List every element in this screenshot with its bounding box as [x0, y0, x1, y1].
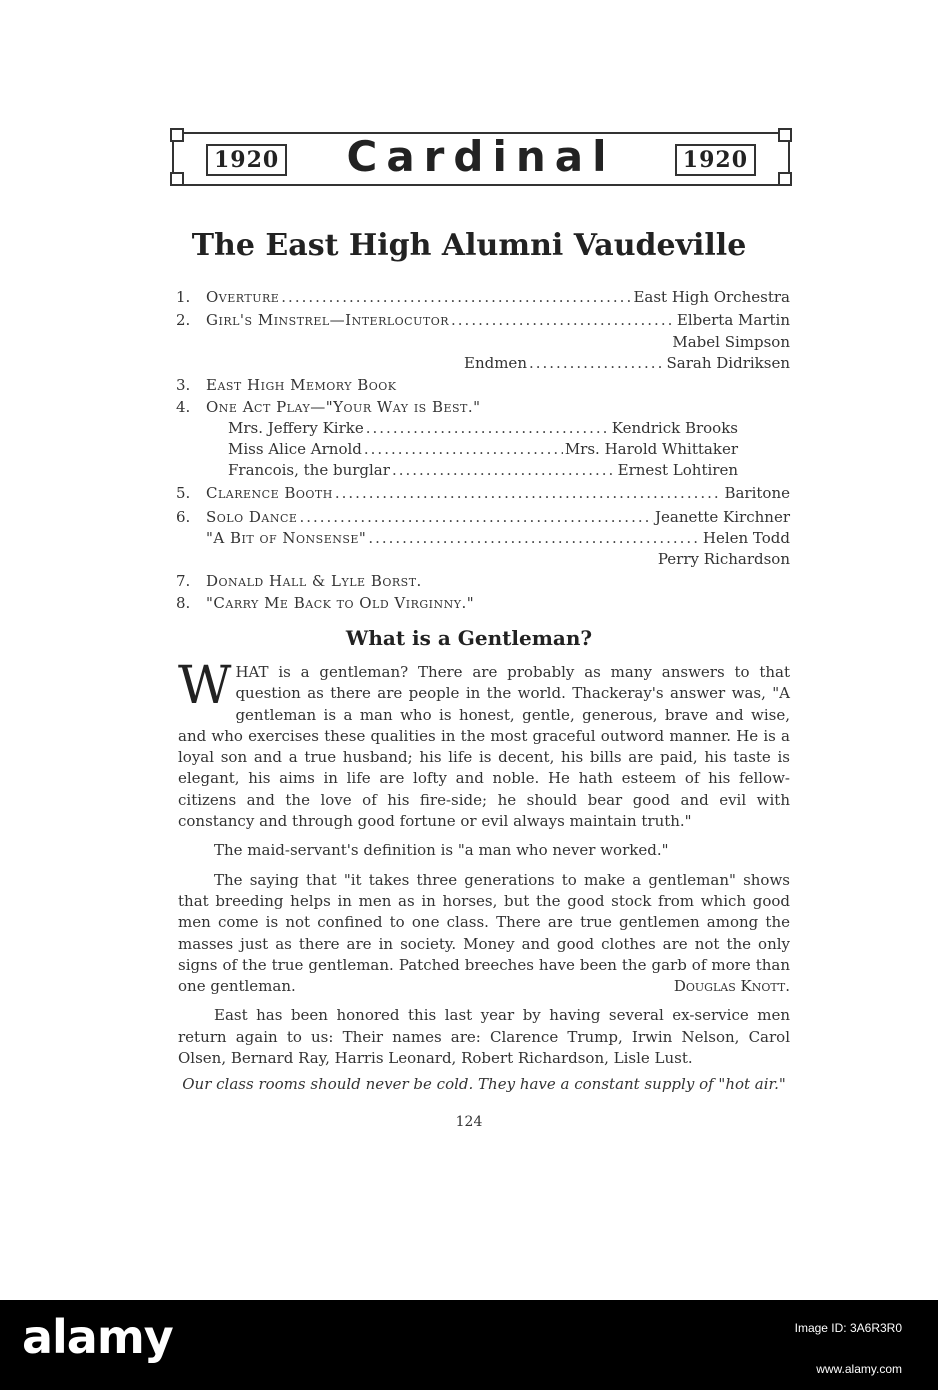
cast-row — [176, 459, 790, 481]
paragraph-text: The saying that "it takes three generations to make a gentleman" shows that breeding helps in men as in horses, but the good stock from which good men come is not confined to one class. There are true gentlemen among the masses just as there are in society. Money and good clothes are not the only signs of the true gentleman. Patched breeches have been the garb of more than one gentleman. — [178, 870, 790, 996]
year-left: 1920 — [206, 144, 287, 176]
leader-dots — [366, 417, 610, 439]
leader-dots — [281, 286, 631, 308]
image-id: Image ID: 3A6R3R0 — [794, 1321, 902, 1335]
essay-body — [178, 656, 790, 1069]
program-item — [176, 309, 790, 331]
item-performer: Perry Richardson — [657, 550, 790, 568]
item-number: 1. — [176, 288, 191, 306]
page-number: 124 — [455, 1114, 483, 1130]
item-label: Girl's Minstrel—Interlocutor — [206, 311, 450, 329]
item-label: Overture — [206, 288, 280, 306]
leader-dots — [368, 527, 701, 549]
item-number: 7. — [176, 572, 191, 590]
drop-cap: W — [178, 656, 232, 716]
program-item — [176, 592, 790, 614]
alamy-logo: alamy — [22, 1310, 173, 1364]
cast-actor: Ernest Lohtiren — [617, 461, 738, 479]
essay-title: What is a Gentleman? — [345, 626, 593, 650]
item-performer: Mabel Simpson — [672, 333, 790, 351]
cast-role: Miss Alice Arnold — [228, 440, 362, 458]
essay-paragraph — [178, 656, 790, 832]
cast-role: Francois, the burglar — [228, 461, 390, 479]
item-number: 5. — [176, 484, 191, 502]
item-performer: East High Orchestra — [633, 288, 790, 306]
item-number: 6. — [176, 508, 191, 526]
item-number: 3. — [176, 376, 191, 394]
program-subitem — [176, 352, 790, 374]
cast-role: Mrs. Jeffery Kirke — [228, 419, 364, 437]
leader-dots — [529, 352, 665, 374]
corner-ornament-icon — [170, 172, 184, 186]
item-label: "Carry Me Back to Old Virginny." — [206, 594, 475, 612]
item-label: East High Memory Book — [206, 376, 397, 394]
page-title: The East High Alumni Vaudeville — [191, 228, 747, 263]
program-item — [176, 396, 790, 418]
item-label: Clarence Booth — [206, 484, 333, 502]
cast-actor: Kendrick Brooks — [611, 419, 738, 437]
leader-dots — [364, 438, 563, 460]
leader-dots — [299, 506, 653, 528]
program-item — [176, 482, 790, 504]
essay-paragraph: The maid-servant's definition is "a man who never worked." — [214, 841, 669, 860]
closing-quip: Our class rooms should never be cold. They have a constant supply of "hot air." — [182, 1075, 786, 1093]
item-number: 2. — [176, 311, 191, 329]
item-label: Donald Hall & Lyle Borst. — [206, 572, 422, 590]
cast-row — [176, 417, 790, 439]
program-subitem — [176, 527, 790, 549]
corner-ornament-icon — [170, 128, 184, 142]
stock-footer — [0, 1300, 938, 1390]
item-performer: Helen Todd — [702, 529, 790, 547]
item-performer: Sarah Didriksen — [666, 354, 790, 372]
item-number: 8. — [176, 594, 191, 612]
leader-dots — [335, 482, 723, 504]
item-performer: Elberta Martin — [676, 311, 790, 329]
yearbook-title: Cardinal — [346, 132, 616, 181]
item-performer: Baritone — [724, 484, 790, 502]
corner-ornament-icon — [778, 128, 792, 142]
program-item — [176, 374, 790, 396]
cast-row — [176, 438, 790, 460]
cast-actor: Mrs. Harold Whittaker — [564, 440, 738, 458]
item-label: One Act Play—"Your Way is Best." — [206, 398, 481, 416]
item-performer: Jeanette Kirchner — [654, 508, 790, 526]
essay-paragraph — [178, 870, 790, 998]
program-subitem — [176, 548, 790, 570]
leader-dots — [451, 309, 675, 331]
corner-ornament-icon — [778, 172, 792, 186]
program-item — [176, 286, 790, 308]
author-signature: Douglas Knott. — [673, 977, 790, 996]
paragraph-text: HAT is a gentleman? There are probably as many answers to that question as there are people in the world. Thackeray's answer was, "A gentleman is a man who is honest, gentle, generous, brave and wise, and who exercises these qualities in the most graceful outword manner. He is a loyal son and a true husband; his life is decent, his bills are paid, his taste is elegant, his aims in life are lofty and noble. He hath esteem of his fellow-citizens and the love of his fire-side; he should bear good and evil with constancy and through good fortune or evil always maintain truth." — [178, 663, 790, 831]
program-item — [176, 570, 790, 592]
program-subitem — [176, 331, 790, 353]
header-banner — [170, 128, 792, 186]
item-label: Solo Dance — [206, 508, 298, 526]
program-item — [176, 506, 790, 528]
year-right: 1920 — [675, 144, 756, 176]
item-label: Endmen — [464, 354, 527, 372]
essay-paragraph: East has been honored this last year by having several ex-service men return again to us: Their names are: Clarence Trump, Irwin Nelson, Carol Olsen, Bernard Ray, Harris Leonard, Robert Richardson, Lisle Lust. — [178, 1006, 790, 1068]
leader-dots — [392, 459, 616, 481]
item-number: 4. — [176, 398, 191, 416]
stock-url: www.alamy.com — [816, 1362, 902, 1376]
item-label: "A Bit of Nonsense" — [206, 529, 367, 547]
